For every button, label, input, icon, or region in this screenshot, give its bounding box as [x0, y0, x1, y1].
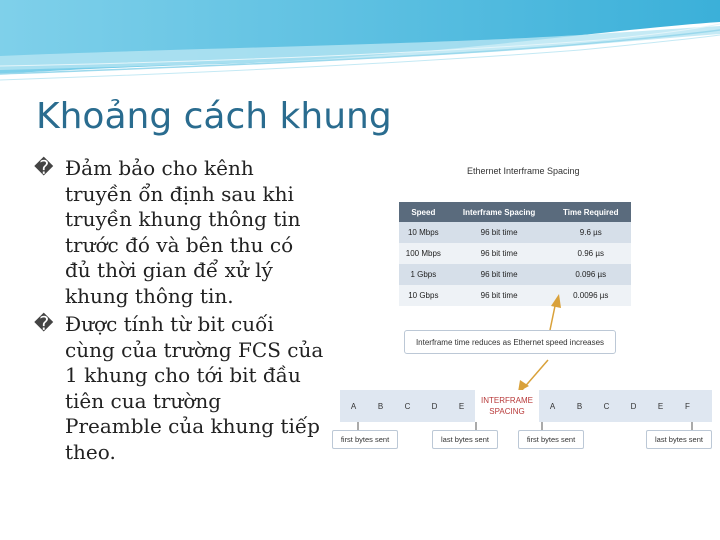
- interframe-spacing-figure: [336, 160, 720, 460]
- frame-field: B: [576, 401, 583, 411]
- bullet-line: khung thông tin.: [65, 283, 234, 308]
- bullet-line: Đảm bảo cho kênh: [65, 156, 254, 180]
- table-cell: 96 bit time: [448, 264, 551, 285]
- frame-field: D: [630, 401, 637, 411]
- frame-field: B: [377, 401, 384, 411]
- gap-label-line: SPACING: [489, 407, 525, 416]
- arrow-head-up: [551, 294, 561, 308]
- table-cell: 96 bit time: [448, 243, 551, 264]
- bullet-mark: �: [34, 313, 54, 335]
- frame-field: A: [549, 401, 556, 411]
- arrow-to-table-line: [550, 306, 555, 330]
- bullet-list: [34, 156, 334, 468]
- interframe-spacing-gap: [475, 390, 539, 422]
- bullet-item-1: [34, 156, 334, 309]
- table-cell: 0.096 µs: [551, 264, 632, 285]
- table-cell: 9.6 µs: [551, 222, 632, 243]
- bullet-line: truyền ổn định sau khi: [65, 181, 294, 206]
- bullet-line: đủ thời gian để xử lý: [65, 258, 273, 282]
- bullet-mark: �: [34, 157, 54, 179]
- table-cell: 0.0096 µs: [551, 285, 632, 306]
- speed-note: Interframe time reduces as Ethernet speed increases: [404, 330, 616, 354]
- frame-field: E: [458, 401, 465, 411]
- bullet-line: theo.: [65, 439, 116, 464]
- frame-field: F: [685, 401, 690, 411]
- frame-field: C: [603, 401, 610, 411]
- table-cell: 10 Mbps: [399, 222, 448, 243]
- column-header-time-required: Time Required: [551, 202, 632, 222]
- bullet-line: 1 khung cho tới bit đầu: [65, 363, 301, 387]
- first-bytes-label: first bytes sent: [332, 430, 398, 449]
- table-cell: 0.96 µs: [551, 243, 632, 264]
- bullet-line: Được tính từ bit cuối: [65, 312, 274, 336]
- frame-field: A: [350, 401, 357, 411]
- table-cell: 96 bit time: [448, 285, 551, 306]
- bullet-line: Preamble của khung tiếp: [65, 414, 320, 438]
- frame-sequence: [340, 390, 712, 422]
- figure-title: Ethernet Interframe Spacing: [467, 166, 580, 176]
- column-header-speed: Speed: [399, 202, 448, 222]
- column-header-interframe-spacing: Interframe Spacing: [448, 202, 551, 222]
- frame-field: D: [431, 401, 438, 411]
- bullet-line: trước đó và bên thu có: [65, 232, 294, 257]
- slide-title: Khoảng cách khung: [36, 96, 392, 137]
- table-cell: 100 Mbps: [399, 243, 448, 264]
- table-cell: 10 Gbps: [399, 285, 448, 306]
- table-cell: 1 Gbps: [399, 264, 448, 285]
- gap-label-line: INTERFRAME: [481, 396, 533, 405]
- bullet-line: tiên cua trường: [65, 388, 222, 413]
- bullet-line: truyền khung thông tin: [65, 207, 301, 231]
- frame-field: C: [404, 401, 411, 411]
- first-bytes-label: first bytes sent: [518, 430, 584, 449]
- table-cell: 96 bit time: [448, 222, 551, 243]
- last-bytes-label: last bytes sent: [432, 430, 498, 449]
- bullet-line: cùng của trường FCS của: [65, 337, 324, 362]
- bullet-item-2: [34, 312, 334, 465]
- frame-field: E: [657, 401, 664, 411]
- header-wave-decoration: [0, 0, 720, 90]
- last-bytes-label: last bytes sent: [646, 430, 712, 449]
